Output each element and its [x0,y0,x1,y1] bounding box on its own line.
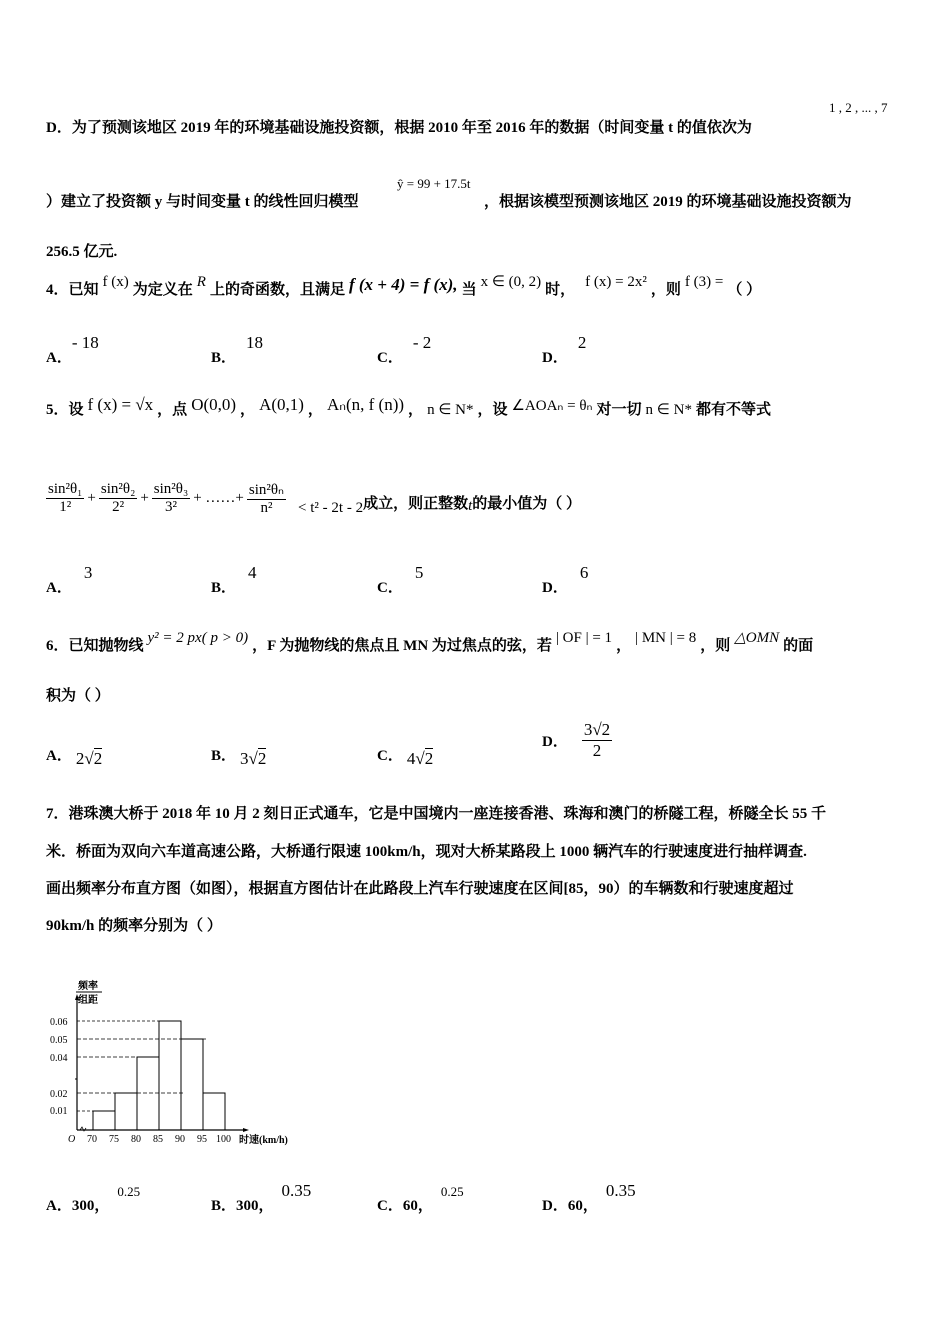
numerator: sin²θₙ [248,482,285,498]
bar-90-95 [181,1039,203,1130]
frequency-histogram [46,975,316,1150]
q6-text: ，则 [700,638,731,654]
q5-text: ，点 [157,402,188,418]
q7-stem-line2: 米．桥面为双向六车道高速公路，大桥通行限速 100km/h，现对大桥某路段上 1000 辆汽车的行驶速度进行抽样调查. [46,844,807,860]
bar-95-100 [203,1093,225,1130]
bar-85-90 [159,1021,181,1130]
option-label: D．60， [542,1198,598,1214]
q3-option-d-line1: D．为了预测该地区 2019 年的环境基础设施投资额，根据 2010 年至 2016 年的数据（时间变量 t 的值依次为 [46,120,752,136]
option-label: B． [211,350,237,366]
q4-text: ，则 [650,282,681,298]
numerator: sin²θ₂ [100,481,136,497]
q5-text: ， [240,402,256,418]
q6-stem-line2: 积为（ ） [46,688,110,704]
q3-t-values: 1 , 2 , ... , 7 [829,100,888,115]
q7-option-c[interactable] [377,1180,464,1214]
q4-option-b[interactable] [211,332,264,366]
q6-math-mn: | MN | = 8 [635,630,697,646]
q4-options [46,332,746,368]
numerator: 3√2 [583,720,611,739]
q5-term-1 [46,481,84,516]
q5-math-n2: n ∈ N* [645,402,692,418]
q5-options [46,562,746,598]
q6-math-of: | OF | = 1 [555,630,613,646]
option-label: D． [542,580,568,596]
q5-math-t: t [468,498,473,514]
q4-paren: （ ） [727,282,762,298]
y-axis-label-top: 频率 [78,981,98,992]
q4-math-interval: x ∈ (0, 2) [480,274,542,290]
q6-stem [46,630,814,655]
q5-text: ， [307,402,323,418]
q5-option-d[interactable] [542,562,589,596]
option-label: C． [377,748,403,764]
y-tick: 0.01 [50,1106,68,1117]
q5-option-b[interactable] [211,562,257,596]
option-label: A． [46,580,72,596]
q5-text: 的最小值为（ ） [472,496,582,512]
q4-option-d[interactable] [542,332,587,366]
q5-option-c[interactable] [377,562,424,596]
q4-stem [46,274,762,299]
q4-option-a[interactable] [46,332,99,366]
option-value: 4 [248,563,257,582]
denominator: 3² [164,499,177,515]
q6-math-parabola: y² = 2 px( p > 0) [147,630,249,646]
x-tick: 80 [131,1134,141,1145]
option-label: C． [377,580,403,596]
q4-math-f3: f (3) = [684,274,724,290]
option-label: B．300， [211,1198,274,1214]
q4-math-def: f (x) = 2x² [585,274,647,290]
q6-text: 的面 [783,638,814,654]
q4-text: 时， [545,282,576,298]
q6-option-c[interactable] [377,744,434,768]
q5-term-2 [99,481,137,516]
q5-stem [46,395,771,419]
q6-option-d[interactable] [542,720,612,761]
option-label: A． [46,748,72,764]
q4-math-fx: f (x) [102,274,129,290]
denominator: 2 [592,741,602,760]
option-value: 2√2 [75,749,103,768]
q3-regression-model: ŷ = 99 + 17.5t [397,176,471,191]
q5-text: ， [408,402,424,418]
option-value: 4√2 [406,749,434,768]
histogram-svg [46,975,316,1150]
q4-option-c[interactable] [377,332,432,366]
q5-math-o: O(0,0) [191,395,237,414]
numerator: sin²θ₁ [48,481,83,497]
q7-options [46,1180,746,1216]
bar-80-85 [137,1057,159,1130]
q4-number: 4．已知 [46,282,99,298]
x-axis-label: 时速(km/h) [239,1135,288,1146]
q3-option-d-line2-post: ，根据该模型预测该地区 2019 的环境基础设施投资额为 [484,194,852,210]
q5-option-a[interactable] [46,562,93,596]
x-axis-arrow-icon [243,1128,249,1132]
option-value: - 2 [412,333,432,352]
q3-option-d-line3: 256.5 亿元. [46,244,118,260]
numerator: sin²θ₃ [153,481,189,497]
q5-math-a: A(0,1) [259,395,304,414]
x-tick: 100 [216,1134,231,1145]
q4-math-r: R [196,274,206,290]
plus-sign: + [87,490,96,506]
q3-option-d-line2-pre: ）建立了投资额 y 与时间变量 t 的线性回归模型 [46,194,359,210]
y-tick: 0.05 [50,1035,68,1046]
bar-70-75 [93,1111,115,1130]
q6-option-a[interactable] [46,744,103,768]
q7-stem-line4: 90km/h 的频率分别为（ ） [46,918,222,934]
option-label: A． [46,350,72,366]
q5-math-angle: ∠AOAₙ = θₙ [511,398,593,414]
q5-inequality [46,480,581,517]
q6-math-triangle: △OMN [734,630,780,646]
q7-option-b[interactable] [211,1180,312,1214]
q6-options [46,720,746,770]
plus-sign: + [140,490,149,506]
q5-text: 成立，则正整数 [363,496,469,512]
denominator: 2² [112,499,125,515]
option-value: 6 [579,563,589,582]
option-label: C．60， [377,1198,433,1214]
q5-math-fx: f (x) = √x [87,395,154,414]
q7-stem-line3: 画出频率分布直方图（如图），根据直方图估计在此路段上汽车行驶速度在区间[85，90）的车辆数和行驶速度超过 [46,881,794,897]
denominator: n² [260,500,273,516]
q6-number: 6．已知抛物线 [46,638,144,654]
denominator: 1² [59,499,72,515]
ellipsis: + ……+ [193,490,244,506]
x-tick: 70 [87,1134,97,1145]
q6-option-b[interactable] [211,744,267,768]
option-value: 5 [414,563,424,582]
option-value: 3 [83,563,93,582]
option-label: D． [542,734,568,750]
option-value: 0.35 [605,1181,636,1200]
option-value: 0.25 [440,1184,464,1199]
option-value: 2 [577,333,587,352]
y-tick: 0.04 [50,1053,68,1064]
q6-text: ，F 为抛物线的焦点且 MN 为过焦点的弦，若 [252,638,552,654]
x-tick: 95 [197,1134,207,1145]
y-tick: 0.06 [50,1017,68,1028]
q4-text: 上的奇函数，且满足 [209,282,345,298]
option-value [582,720,612,761]
q5-text: 都有不等式 [695,402,771,418]
q4-text: 当 [461,282,477,298]
x-tick: 90 [175,1134,185,1145]
q7-option-d[interactable] [542,1180,636,1214]
q5-rhs: < t² - 2t - 2 [298,500,364,516]
q6-text: ， [616,638,632,654]
option-value: 0.35 [281,1181,312,1200]
x-tick: 75 [109,1134,119,1145]
q4-math-periodic: f (x + 4) = f (x), [348,275,458,294]
option-label: C． [377,350,403,366]
q5-text: ，设 [477,402,508,418]
option-value: 3√2 [240,749,267,768]
option-label: A．300， [46,1198,110,1214]
y-axis-label-bottom: 组距 [78,995,98,1006]
q5-math-an: Aₙ(n, f (n)) [326,395,405,414]
q5-term-n [247,480,286,517]
x-tick: 85 [153,1134,163,1145]
q7-stem-line1: 7．港珠澳大桥于 2018 年 10 月 2 刻日正式通车，它是中国境内一座连接香港、珠海和澳门的桥隧工程，桥隧全长 55 千 [46,806,827,822]
origin-label: O [68,1134,76,1145]
q7-option-a[interactable] [46,1180,141,1214]
option-value: 0.25 [117,1184,141,1199]
q5-term-3 [152,481,190,516]
q5-text: 对一切 [596,402,642,418]
y-tick: 0.02 [50,1089,68,1100]
bar-75-80 [115,1093,137,1130]
q5-math-n: n ∈ N* [427,402,474,418]
q5-number: 5．设 [46,402,84,418]
option-label: B． [211,748,237,764]
q4-text: 为定义在 [132,282,193,298]
option-value: 18 [246,333,264,352]
option-label: D． [542,350,568,366]
option-value: - 18 [71,333,99,352]
option-label: B． [211,580,237,596]
